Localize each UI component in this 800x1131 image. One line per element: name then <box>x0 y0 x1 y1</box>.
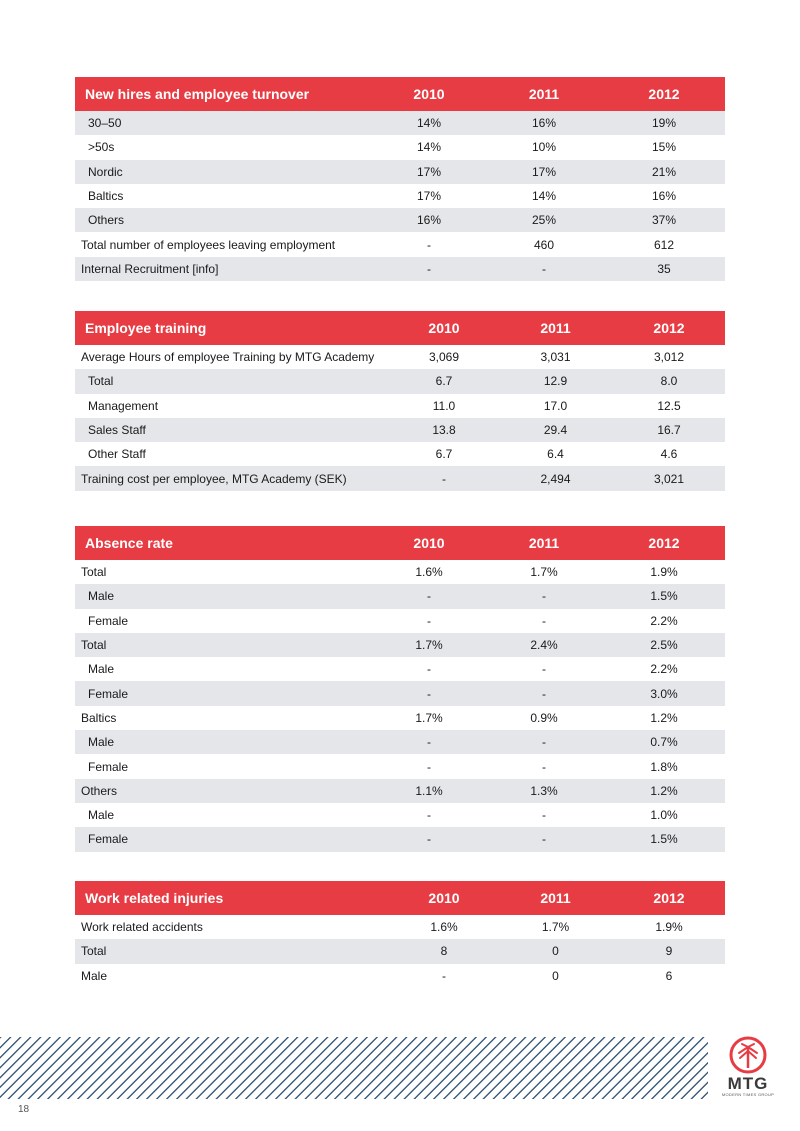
cell-2011: 17.0 <box>543 398 568 413</box>
table-row <box>75 560 725 584</box>
cell-2010: 6.7 <box>435 447 453 462</box>
table-row <box>75 915 725 939</box>
cell-2011: 1.7% <box>541 920 570 935</box>
table-row <box>75 466 725 490</box>
row-label: Other Staff <box>88 447 146 462</box>
cell-2010: - <box>427 759 431 774</box>
cell-2012: 16.7 <box>613 418 725 442</box>
cell-2010: - <box>373 681 485 705</box>
table-row <box>75 827 725 851</box>
table-header <box>75 311 725 345</box>
row-label: Baltics <box>88 189 124 204</box>
cell-2011: 0 <box>498 939 613 963</box>
cell-2012: 9 <box>613 939 725 963</box>
table-title: Employee training <box>85 320 207 336</box>
cell-2010: 8 <box>390 939 498 963</box>
row-label: Total <box>75 633 373 657</box>
year-header: 2012 <box>653 320 685 336</box>
cell-2012: 21% <box>603 160 725 184</box>
cell-2011: - <box>485 584 603 608</box>
row-label: Work related accidents <box>81 920 203 935</box>
table-row <box>75 369 725 393</box>
table-title: New hires and employee turnover <box>85 86 310 102</box>
cell-2012: 3.0% <box>603 681 725 705</box>
table-row <box>75 160 725 184</box>
cell-2012: 2.2% <box>650 613 678 628</box>
table-row <box>75 779 725 803</box>
table-row <box>75 345 725 369</box>
cell-2011: 3,031 <box>540 350 571 365</box>
cell-2011: 2,494 <box>498 466 613 490</box>
cell-2010: 11.0 <box>432 398 456 413</box>
cell-2010: 6.7 <box>390 369 498 393</box>
cell-2012: 8.0 <box>613 369 725 393</box>
cell-2011: 29.4 <box>498 418 613 442</box>
table-row <box>75 609 725 633</box>
cell-2012: 19% <box>603 111 725 135</box>
cell-2011: - <box>542 662 546 677</box>
row-label: Total <box>75 369 390 393</box>
cell-2010: - <box>373 257 485 281</box>
year-header: 2012 <box>653 890 685 906</box>
cell-2010: 1.6% <box>415 565 443 580</box>
year-header: 2012 <box>648 86 680 102</box>
table-row <box>75 257 725 281</box>
table-row <box>75 657 725 681</box>
table-row <box>75 111 725 135</box>
row-label: >50s <box>88 140 115 155</box>
table-header <box>75 526 725 560</box>
page-number: 18 <box>18 1104 30 1115</box>
cell-2010: 13.8 <box>390 418 498 442</box>
cell-2010: - <box>373 827 485 851</box>
table-row <box>75 939 725 963</box>
cell-2011: 1.3% <box>485 779 603 803</box>
row-label: Male <box>88 808 115 823</box>
row-label: Total number of employees leaving employment <box>81 237 336 252</box>
absence-rate-table <box>75 526 725 852</box>
cell-2011: 2.4% <box>485 633 603 657</box>
cell-2010: - <box>373 730 485 754</box>
cell-2012: 2.5% <box>603 633 725 657</box>
cell-2011: - <box>485 827 603 851</box>
cell-2012: 3,021 <box>613 466 725 490</box>
cell-2011: - <box>485 730 603 754</box>
row-label: Management <box>88 398 159 413</box>
table-row <box>75 681 725 705</box>
year-header: 2010 <box>428 320 460 336</box>
table-row <box>75 584 725 608</box>
row-label: 30–50 <box>75 111 373 135</box>
cell-2010: - <box>427 808 431 823</box>
year-header: 2010 <box>428 890 460 906</box>
year-header: 2010 <box>413 86 445 102</box>
row-label: Male <box>75 584 373 608</box>
cell-2012: 1.2% <box>650 710 678 725</box>
year-header: 2011 <box>528 535 560 551</box>
year-header: 2011 <box>540 320 571 336</box>
cell-2010: - <box>427 237 431 252</box>
row-label: Training cost per employee, MTG Academy (SEK) <box>75 466 390 490</box>
cell-2011: 14% <box>531 189 557 204</box>
cell-2010: 1.6% <box>430 920 458 935</box>
year-header: 2012 <box>648 535 680 551</box>
cell-2010: - <box>390 466 498 490</box>
cell-2011: - <box>542 613 546 628</box>
table-row <box>75 730 725 754</box>
cell-2012: 612 <box>653 237 675 252</box>
cell-2012: 35 <box>603 257 725 281</box>
year-header: 2010 <box>413 535 445 551</box>
cell-2012: 37% <box>603 208 725 232</box>
cell-2012: 1.0% <box>650 808 678 823</box>
row-label: Total <box>81 565 107 580</box>
cell-2011: 17% <box>485 160 603 184</box>
cell-2010: 1.7% <box>415 710 443 725</box>
cell-2010: 1.7% <box>373 633 485 657</box>
row-label: Internal Recruitment [info] <box>75 257 373 281</box>
cell-2011: 6.4 <box>547 447 564 462</box>
cell-2011: - <box>542 808 546 823</box>
cell-2010: 14% <box>416 140 442 155</box>
cell-2012: 4.6 <box>660 447 678 462</box>
cell-2011: 0 <box>552 968 559 983</box>
cell-2012: 1.5% <box>603 584 725 608</box>
cell-2011: 12.9 <box>498 369 613 393</box>
cell-2012: 6 <box>665 968 673 983</box>
cell-2012: 15% <box>651 140 677 155</box>
employee-training-table <box>75 311 725 491</box>
table-header <box>75 881 725 915</box>
table-row <box>75 184 725 208</box>
logo-wordmark: MTG <box>727 1074 769 1093</box>
cell-2012: 2.2% <box>650 662 678 677</box>
cell-2010: 17% <box>373 160 485 184</box>
table-row <box>75 706 725 730</box>
table-row <box>75 232 725 256</box>
decorative-hatch-band <box>0 1037 708 1099</box>
table-row <box>75 418 725 442</box>
table-title: Work related injuries <box>85 890 224 906</box>
row-label: Others <box>75 208 373 232</box>
table-row <box>75 964 725 988</box>
row-label: Female <box>75 827 373 851</box>
cell-2010: 14% <box>373 111 485 135</box>
row-label: Total <box>75 939 390 963</box>
table-row <box>75 208 725 232</box>
row-label: Male <box>81 968 108 983</box>
cell-2011: 25% <box>485 208 603 232</box>
table-row <box>75 442 725 466</box>
cell-2010: 1.1% <box>373 779 485 803</box>
table-row <box>75 135 725 159</box>
year-header: 2011 <box>528 86 560 102</box>
cell-2011: 16% <box>485 111 603 135</box>
cell-2011: - <box>542 759 546 774</box>
logo-tagline: MODERN TIMES GROUP <box>721 1092 775 1097</box>
table-row <box>75 803 725 827</box>
table-header <box>75 77 725 111</box>
cell-2012: 12.5 <box>657 398 681 413</box>
cell-2012: 1.5% <box>603 827 725 851</box>
table-row <box>75 633 725 657</box>
cell-2011: 1.7% <box>530 565 558 580</box>
cell-2012: 1.9% <box>650 565 678 580</box>
cell-2010: - <box>427 662 431 677</box>
row-label: Female <box>88 759 129 774</box>
table-row <box>75 754 725 778</box>
row-label: Male <box>88 662 115 677</box>
row-label: Sales Staff <box>75 418 390 442</box>
table-row <box>75 394 725 418</box>
cell-2010: - <box>442 968 446 983</box>
cell-2010: - <box>373 584 485 608</box>
row-label: Average Hours of employee Training by MTG Academy <box>81 350 375 365</box>
cell-2010: 16% <box>373 208 485 232</box>
cell-2011: - <box>485 681 603 705</box>
cell-2012: 1.8% <box>650 759 678 774</box>
table-title: Absence rate <box>85 535 173 551</box>
mtg-logo <box>718 1034 778 1100</box>
row-label: Female <box>75 681 373 705</box>
cell-2012: 3,012 <box>653 350 685 365</box>
row-label: Female <box>88 613 129 628</box>
palm-emblem-icon <box>718 1034 778 1076</box>
row-label: Baltics <box>81 710 117 725</box>
cell-2012: 0.7% <box>603 730 725 754</box>
cell-2012: 16% <box>651 189 677 204</box>
cell-2012: 1.2% <box>603 779 725 803</box>
cell-2010: - <box>427 613 431 628</box>
cell-2010: 17% <box>416 189 442 204</box>
cell-2010: 3,069 <box>428 350 460 365</box>
year-header: 2011 <box>540 890 571 906</box>
cell-2011: 0.9% <box>530 710 558 725</box>
row-label: Nordic <box>75 160 373 184</box>
cell-2012: 1.9% <box>655 920 683 935</box>
work-injuries-table <box>75 881 725 988</box>
new-hires-table <box>75 77 725 281</box>
cell-2011: 10% <box>531 140 557 155</box>
row-label: Male <box>75 730 373 754</box>
cell-2011: 460 <box>533 237 555 252</box>
row-label: Others <box>75 779 373 803</box>
cell-2011: - <box>485 257 603 281</box>
